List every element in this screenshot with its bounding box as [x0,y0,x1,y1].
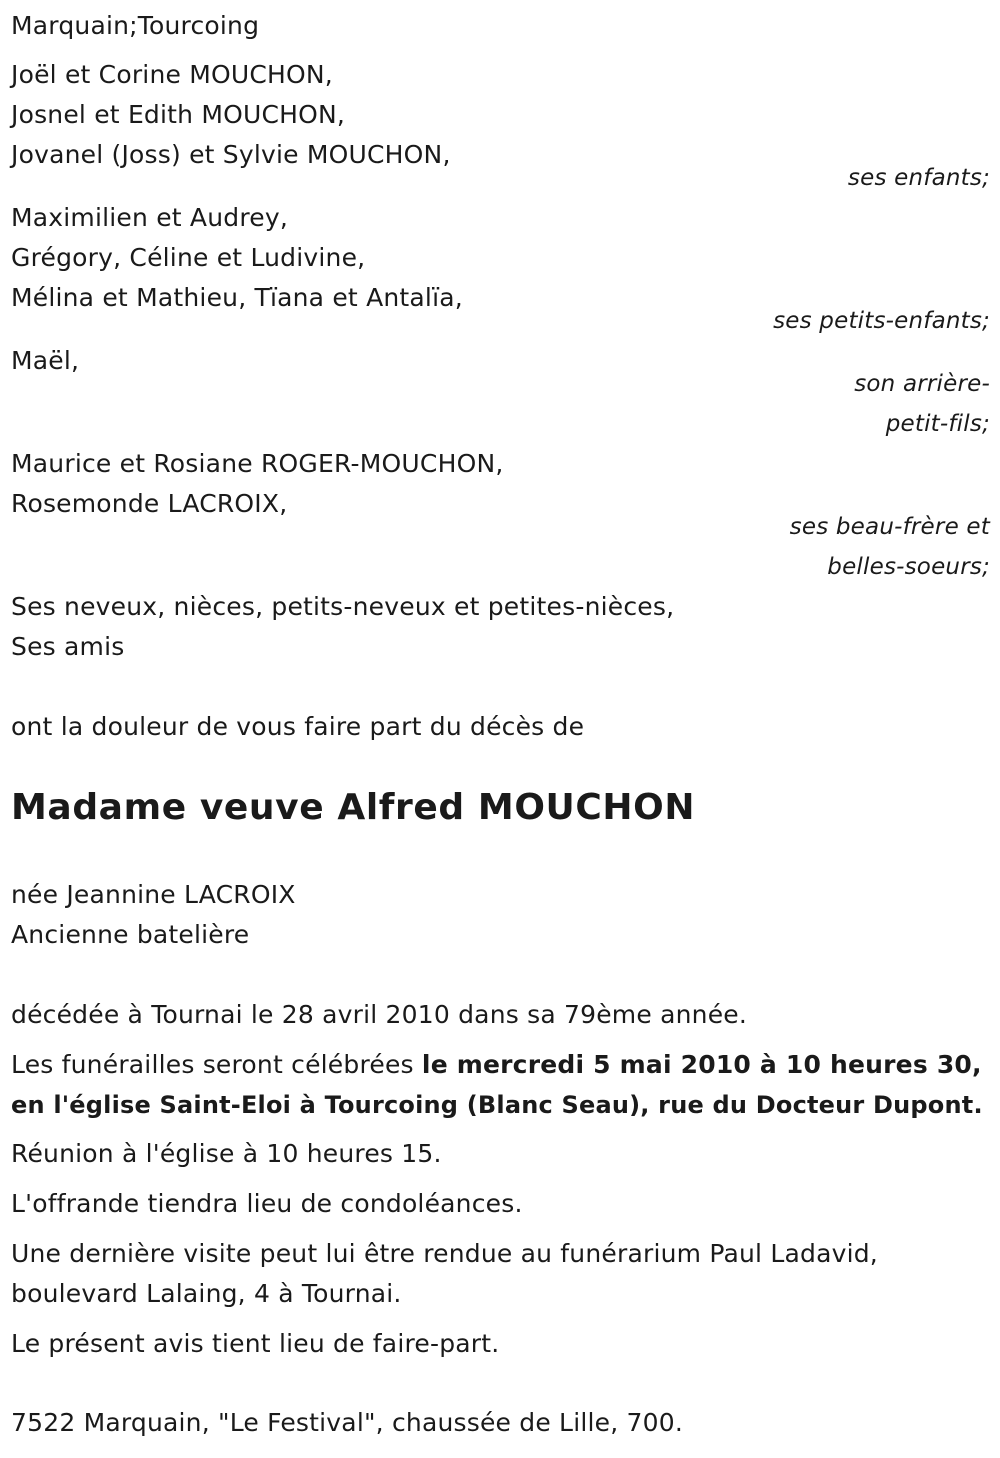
funeral-date: le mercredi 5 mai 2010 à 10 heures 30, [421,1050,982,1079]
relation-great-grandchildren-1: son arrière- [854,371,990,397]
relation-in-laws-1: ses beau-frère et [789,514,990,540]
funeral-line-1 [11,1050,982,1080]
deceased-name: Madame veuve Alfred MOUCHON [11,787,696,828]
in-law-line-1: Maurice et Rosiane ROGER-MOUCHON, [11,449,504,478]
visit-line-2: boulevard Lalaing, 4 à Tournai. [11,1279,402,1308]
address: 7522 Marquain, "Le Festival", chaussée de Lille, 700. [11,1408,683,1437]
occupation: Ancienne batelière [11,920,250,949]
others-line-1: Ses neveux, nièces, petits-neveux et petites-nièces, [11,592,675,621]
child-line-3: Jovanel (Joss) et Sylvie MOUCHON, [11,140,451,169]
relation-in-laws-2: belles-soeurs; [827,554,990,580]
grandchild-line-3: Mélina et Mathieu, Tïana et Antalïa, [11,283,463,312]
child-line-1: Joël et Corine MOUCHON, [11,60,333,89]
funeral-intro: Les funérailles seront célébrées [11,1050,422,1079]
meeting-info: Réunion à l'église à 10 heures 15. [11,1139,442,1168]
birth-name: née Jeannine LACROIX [11,880,296,909]
great-grandchild-line-1: Maël, [11,346,80,375]
grandchild-line-2: Grégory, Céline et Ludivine, [11,243,366,272]
child-line-2: Josnel et Edith MOUCHON, [11,100,346,129]
death-info: décédée à Tournai le 28 avril 2010 dans sa 79ème année. [11,1000,747,1029]
funeral-location: en l'église Saint-Eloi à Tourcoing (Blanc Seau), rue du Docteur Dupont. [11,1091,983,1119]
announcement: ont la douleur de vous faire part du décès de [11,712,585,741]
notice: Le présent avis tient lieu de faire-part. [11,1329,500,1358]
offering-info: L'offrande tiendra lieu de condoléances. [11,1189,523,1218]
grandchild-line-1: Maximilien et Audrey, [11,203,288,232]
visit-line-1: Une dernière visite peut lui être rendue au funérarium Paul Ladavid, [11,1239,878,1268]
in-law-line-2: Rosemonde LACROIX, [11,489,288,518]
relation-children: ses enfants; [847,165,990,191]
relation-great-grandchildren-2: petit-fils; [885,411,990,437]
relation-grandchildren: ses petits-enfants; [773,308,990,334]
location-header: Marquain;Tourcoing [11,11,260,40]
others-line-2: Ses amis [11,632,125,661]
